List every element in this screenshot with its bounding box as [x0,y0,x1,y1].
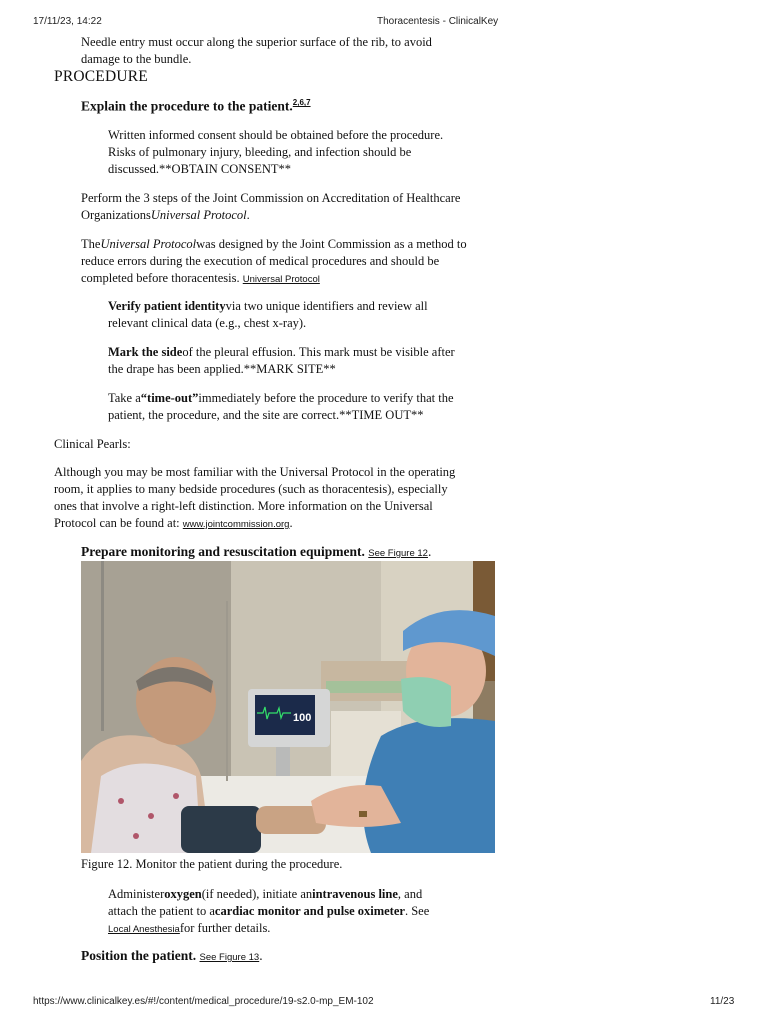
joint-commission-paragraph [81,190,460,224]
clinician-figure [363,718,495,853]
pearls-line-3: ones that involve a right-left distinction. More information on the Universal [54,499,433,513]
pearls-line-4: Protocol can be found at: [54,516,180,530]
page-url: https://www.clinicalkey.es/#!/content/medical_procedure/19-s2.0-mp_EM-102 [33,996,374,1007]
timeout-bold: “time-out” [140,391,199,405]
universal-protocol-link[interactable]: Universal Protocol [242,274,320,285]
joint-end: . [246,208,250,222]
print-datetime: 17/11/23, 14:22 [33,16,102,27]
verify-paragraph [108,298,428,332]
prepare-title: Prepare monitoring and resuscitation equipment. [81,544,365,559]
mark-paragraph [108,344,455,378]
bp-cuff [181,806,261,853]
prepare-heading [81,544,431,560]
intro-line-2: damage to the bundle. [81,52,192,66]
universal-post: was designed by the Joint Commission as a method to [196,237,467,251]
administer-t6: for further details. [179,921,271,935]
mark-rest: of the pleural effusion. This mark must be visible after [182,345,455,359]
pearls-line-2: room, it applies to many bedside procedures (such as thoracentesis), especially [54,482,448,496]
timeout-line-2: patient, the procedure, and the site are correct.**TIME OUT** [108,408,424,422]
explain-reference-link[interactable]: 2,6,7 [292,98,311,107]
joint-commission-link[interactable]: www.jointcommission.org [182,519,290,530]
administer-t1: Administer [108,887,165,901]
joint-italic: Universal Protocol [150,208,247,222]
see-figure-12-link[interactable]: See Figure 12 [368,548,428,559]
joint-line-2: Organizations [81,208,151,222]
administer-t5: . See [404,904,430,918]
universal-pre: The [81,237,101,251]
administer-t3: , and [397,887,423,901]
print-page-title: Thoracentesis - ClinicalKey [377,16,499,27]
page-number: 11/23 [710,996,735,1007]
figure-12-photo [81,561,495,853]
figure-12-caption: Figure 12. Monitor the patient during the procedure. [81,857,343,871]
administer-paragraph [108,886,429,938]
consent-paragraph [108,127,443,178]
universal-line-2: reduce errors during the execution of medical procedures and should be [81,254,440,268]
intro-line-1: Needle entry must occur along the superior surface of the rib, to avoid [81,35,432,49]
position-heading [81,948,263,964]
universal-italic: Universal Protocol [100,237,197,251]
position-title: Position the patient. [81,948,197,963]
universal-line-3: completed before thoracentesis. [81,271,240,285]
intro-text [81,34,432,68]
pearls-paragraph [54,464,455,533]
position-end: . [259,948,263,963]
universal-protocol-paragraph [81,236,467,288]
joint-line-1: Perform the 3 steps of the Joint Commission on Accreditation of Healthcare [81,191,461,205]
prepare-end: . [427,544,432,559]
explain-heading [81,98,311,115]
see-figure-13-link[interactable]: See Figure 13 [199,952,260,963]
timeout-paragraph [108,390,454,424]
mark-bold: Mark the side [108,345,183,359]
local-anesthesia-link[interactable]: Local Anesthesia [108,924,180,935]
administer-oxygen: oxygen [164,887,202,901]
mark-line-2: the drape has been applied.**MARK SITE** [108,362,336,376]
administer-monitor: cardiac monitor and pulse oximeter [214,904,405,918]
monitor-value: 100 [293,712,312,724]
pearls-line-1: Although you may be most familiar with the Universal Protocol in the operating [54,465,456,479]
consent-line-3: discussed.**OBTAIN CONSENT** [108,162,292,176]
verify-bold: Verify patient identity [108,299,226,313]
figure-12-illustration [81,561,495,853]
section-heading: PROCEDURE [54,68,148,85]
timeout-pre: Take a [108,391,141,405]
explain-title: Explain the procedure to the patient. [81,98,293,114]
administer-iv-line: intravenous line [312,887,398,901]
consent-line-2: Risks of pulmonary injury, bleeding, and infection should be [108,145,412,159]
clinical-pearls-title: Clinical Pearls: [54,437,131,451]
pearls-end: . [289,516,293,530]
verify-rest: via two unique identifiers and review all [225,299,428,313]
verify-line-2: relevant clinical data (e.g., chest x-ray). [108,316,307,330]
administer-t2: (if needed), initiate an [201,887,313,901]
timeout-rest: immediately before the procedure to verify that the [198,391,454,405]
consent-line-1: Written informed consent should be obtained before the procedure. [108,128,444,142]
administer-t4: attach the patient to a [108,904,215,918]
